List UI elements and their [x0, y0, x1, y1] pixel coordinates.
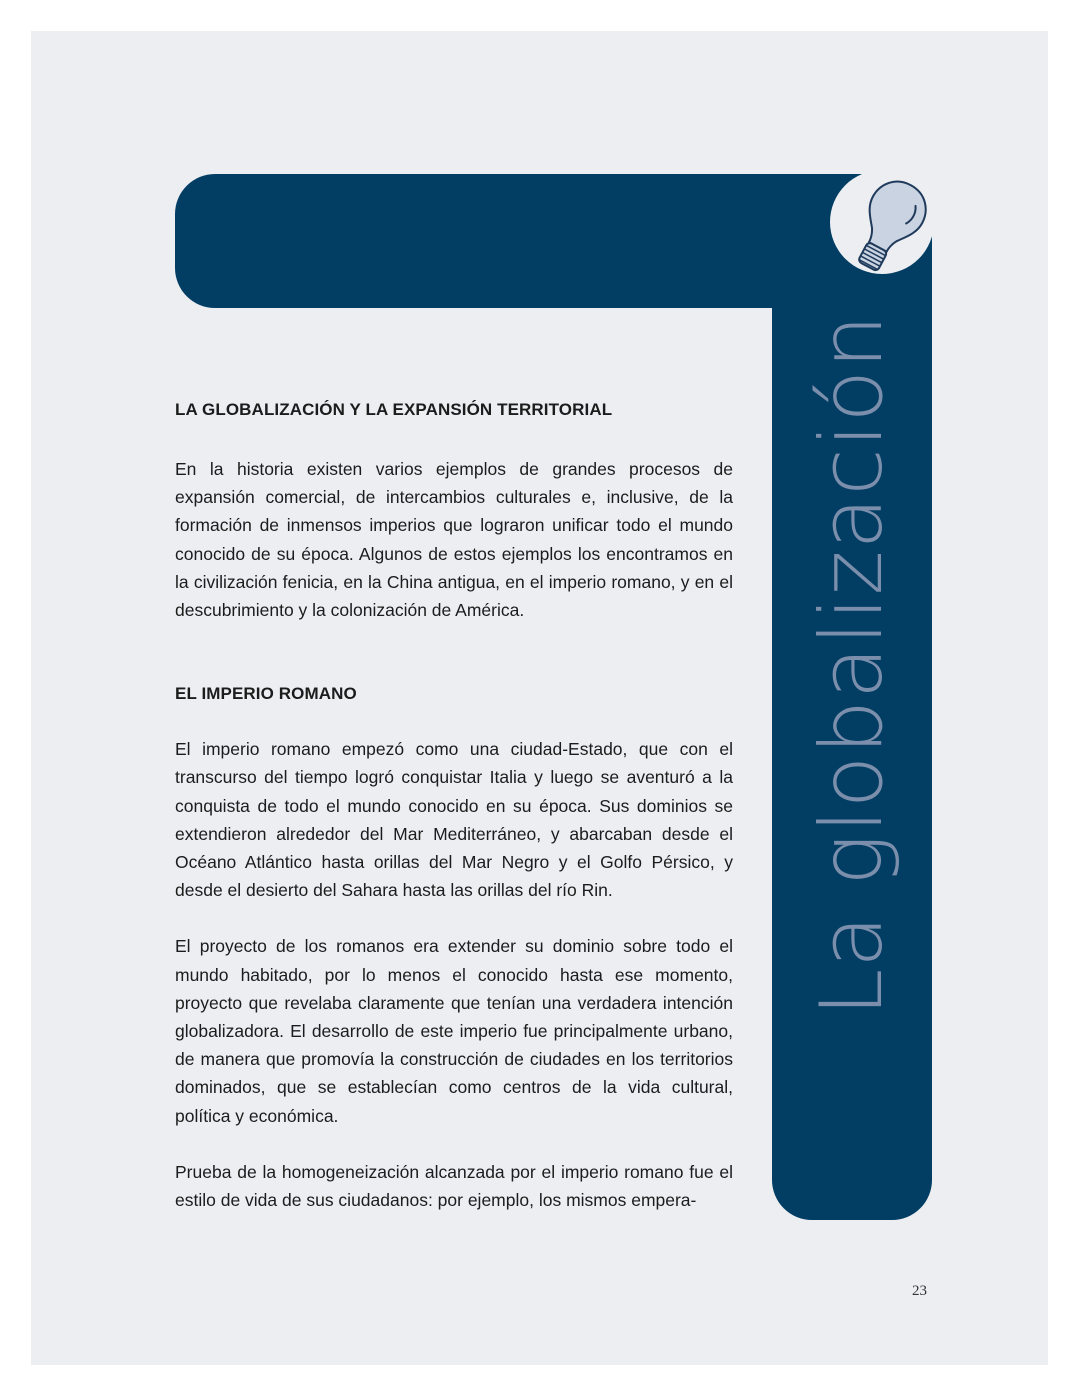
page-number: 23 — [912, 1283, 927, 1299]
paragraph: Prueba de la homogeneización alcanzada por el imperio romano fue el estilo de vida de sus ciudadanos: por ejemplo, los mismos empera- — [175, 1161, 733, 1211]
side-title-text: La globalización — [802, 313, 902, 1017]
paragraph: En la historia existen varios ejemplos de grandes procesos de expansión comercial, de intercambios culturales e, inclusive, de la formación de inmensos imperios que lograron unificar todo el mundo conocido de su época. Algunos de estos ejemplos los encontramos en la civilización fenicia, en la China antigua, en el imperio romano, y en el descubrimiento y la colonización de América. — [175, 459, 733, 621]
paragraph: El imperio romano empezó como una ciudad-Estado, que con el transcurso del tiempo logró conquistar Italia y luego se aventuró a la conquista de todo el mundo conocido en su época. Sus dominios se extendieron alrededor del Mar Mediterráneo, y abarcaban desde el Océano Atlántico hasta orillas del Mar Negro y el Golfo Pérsico, y desde el desierto del Sahara hasta las orillas del río Rin. — [175, 739, 733, 901]
lightbulb-icon — [836, 174, 932, 286]
section-heading: LA GLOBALIZACIÓN Y LA EXPANSIÓN TERRITORIAL — [175, 400, 613, 419]
section-heading: EL IMPERIO ROMANO — [175, 684, 357, 704]
article-body — [175, 396, 733, 1214]
paragraph: El proyecto de los romanos era extender su dominio sobre todo el mundo habitado, por lo menos el conocido hasta ese momento, proyecto que revelaba claramente que tenían una verdadera intención globalizadora. El desarrollo de este imperio fue principalmente urbano, de manera que promovía la construcción de ciudades en los territorios dominados, que se establecían como centros de la vida cultural, política y económica. — [175, 936, 733, 1126]
